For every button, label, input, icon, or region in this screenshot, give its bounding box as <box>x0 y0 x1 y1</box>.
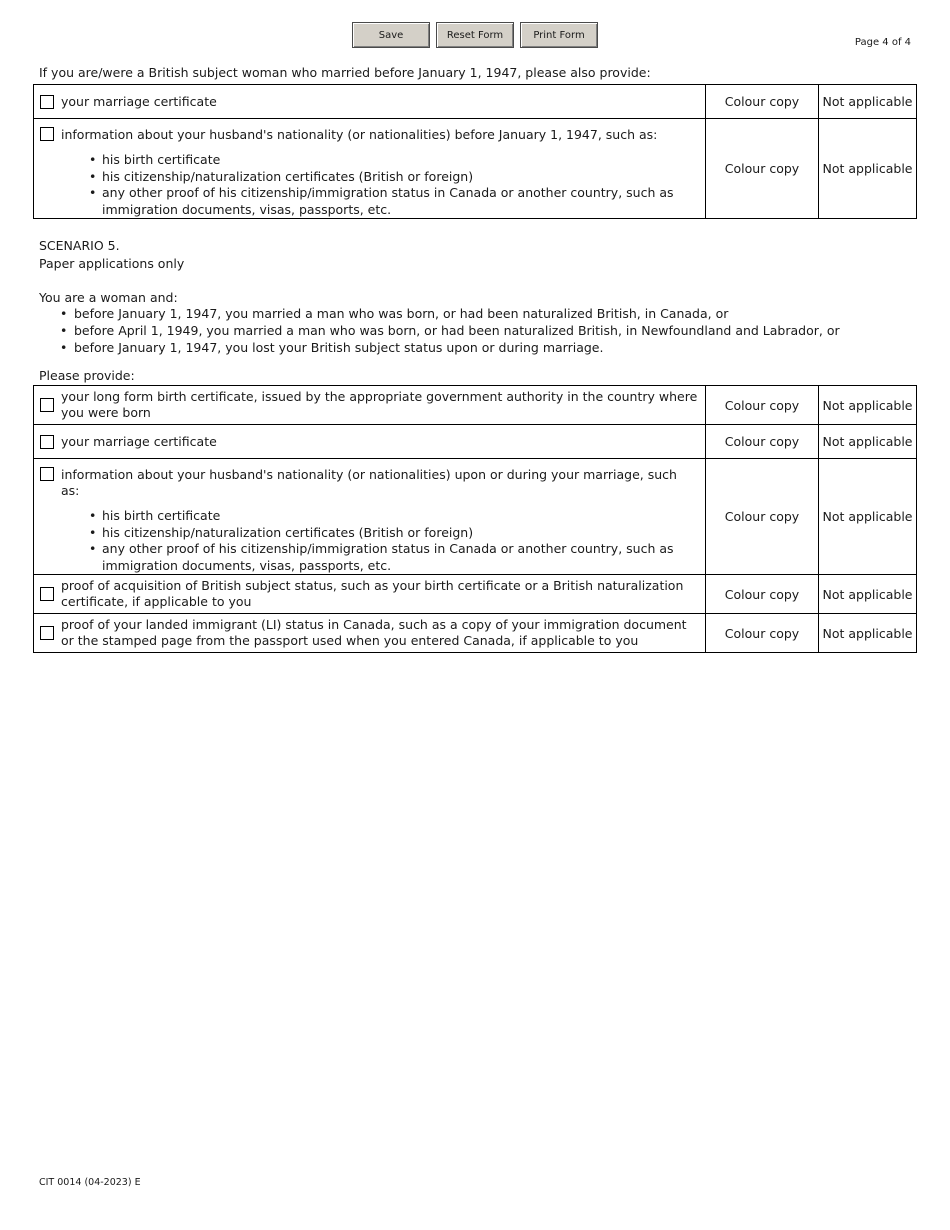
print-form-button[interactable]: Print Form <box>520 22 598 48</box>
row-label: proof of acquisition of British subject status, such as your birth certificate or a British naturalization certificate, if applicable to you <box>61 578 684 609</box>
not-applicable-label: Not applicable <box>819 386 917 425</box>
husband-nationality-checkbox[interactable] <box>40 127 54 141</box>
not-applicable-label: Not applicable <box>819 119 917 219</box>
page-number: Page 4 of 4 <box>854 37 911 48</box>
please-provide-label: Please provide: <box>39 368 135 383</box>
document-bullet-list <box>40 152 699 218</box>
not-applicable-label: Not applicable <box>819 459 917 575</box>
not-applicable-label: Not applicable <box>819 85 917 119</box>
table-row <box>34 425 917 459</box>
copy-type: Colour copy <box>706 386 819 425</box>
save-button[interactable]: Save <box>352 22 430 48</box>
british-subject-proof-checkbox[interactable] <box>40 587 54 601</box>
husband-nationality-checkbox[interactable] <box>40 467 54 481</box>
birth-certificate-checkbox[interactable] <box>40 398 54 412</box>
list-item: • before January 1, 1947, you lost your British subject status upon or during marriage. <box>74 339 840 356</box>
row-label: proof of your landed immigrant (LI) status in Canada, such as a copy of your immigration document or the stamped page from the passport used when you entered Canada, if applicable to you <box>61 617 687 648</box>
copy-type: Colour copy <box>706 119 819 219</box>
copy-type: Colour copy <box>706 575 819 614</box>
marriage-certificate-checkbox[interactable] <box>40 95 54 109</box>
copy-type: Colour copy <box>706 459 819 575</box>
scenario-intro: You are a woman and: <box>39 290 178 305</box>
landed-immigrant-proof-checkbox[interactable] <box>40 626 54 640</box>
list-item: • any other proof of his citizenship/immigration status in Canada or another country, such as immigration documents, visas, passports, etc. <box>102 185 699 218</box>
copy-type: Colour copy <box>706 85 819 119</box>
form-toolbar <box>352 22 598 48</box>
reset-form-button[interactable]: Reset Form <box>436 22 514 48</box>
scenario-heading: SCENARIO 5. <box>39 238 120 253</box>
list-item: • his citizenship/naturalization certificates (British or foreign) <box>102 525 699 542</box>
form-code-footer: CIT 0014 (04-2023) E <box>39 1177 141 1188</box>
section-a-table <box>33 84 917 219</box>
list-item: • his birth certificate <box>102 508 699 525</box>
row-label: your marriage certificate <box>61 433 217 449</box>
document-bullet-list <box>40 508 699 574</box>
table-row <box>34 386 917 425</box>
row-label: information about your husband's nationality (or nationalities) upon or during your marriage, such as: <box>61 467 677 498</box>
table-row <box>34 119 917 219</box>
row-label: your long form birth certificate, issued by the appropriate government authority in the country where you were born <box>61 389 698 420</box>
list-item: • his birth certificate <box>102 152 699 169</box>
not-applicable-label: Not applicable <box>819 575 917 614</box>
section-a-intro: If you are/were a British subject woman who married before January 1, 1947, please also provide: <box>39 65 651 80</box>
not-applicable-label: Not applicable <box>819 425 917 459</box>
list-item: • his citizenship/naturalization certificates (British or foreign) <box>102 169 699 186</box>
table-row <box>34 85 917 119</box>
list-item: • before January 1, 1947, you married a man who was born, or had been naturalized British, in Canada, or <box>74 305 840 322</box>
row-label: information about your husband's nationality (or nationalities) before January 1, 1947, such as: <box>61 127 658 142</box>
scenario5-table <box>33 385 917 653</box>
list-item: • any other proof of his citizenship/immigration status in Canada or another country, such as immigration documents, visas, passports, etc. <box>102 541 699 574</box>
scenario-subheading: Paper applications only <box>39 256 185 271</box>
scenario-conditions-list <box>39 305 840 356</box>
table-row <box>34 575 917 614</box>
table-row <box>34 459 917 575</box>
list-item: • before April 1, 1949, you married a man who was born, or had been naturalized British, in Newfoundland and Labrador, or <box>74 322 840 339</box>
not-applicable-label: Not applicable <box>819 614 917 653</box>
table-row <box>34 614 917 653</box>
marriage-certificate-checkbox[interactable] <box>40 435 54 449</box>
copy-type: Colour copy <box>706 614 819 653</box>
copy-type: Colour copy <box>706 425 819 459</box>
row-label: your marriage certificate <box>61 93 217 109</box>
